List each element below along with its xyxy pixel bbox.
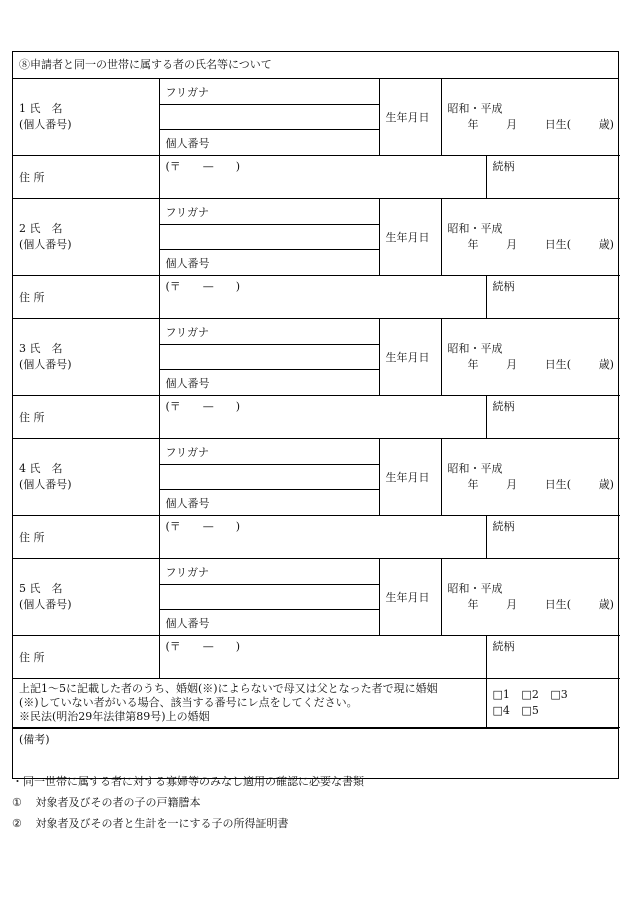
year-label: 年 [467,238,479,251]
name-field[interactable] [159,465,379,490]
birth-date-field[interactable] [441,439,620,516]
kojin-bango-label: 個人番号 [165,136,210,150]
footer-notes [12,771,612,834]
relation-field[interactable] [486,276,620,319]
footer-item-1 [12,792,612,813]
kojin-bango-field[interactable] [159,250,379,276]
member-name-label-line2: (個人番号) [19,238,72,251]
furigana-field[interactable] [159,199,379,225]
age-label: 歳) [598,238,614,251]
era-label: 昭和・平成 [447,582,503,595]
day-label: 日生( [544,118,572,131]
kojin-bango-field[interactable] [159,130,379,156]
household-members-form [12,51,619,779]
member-name-label-line2: (個人番号) [19,478,72,491]
name-field[interactable] [159,225,379,250]
relation-label: 続柄 [492,160,515,173]
footer-item-text: 対象者及びその者の子の戸籍謄本 [35,796,201,809]
birth-label-cell [379,199,441,276]
name-field[interactable] [159,585,379,610]
year-label: 年 [467,118,479,131]
month-label: 月 [506,598,518,611]
member-name-label [13,439,159,516]
furigana-label: フリガナ [165,205,209,219]
relation-field[interactable] [486,396,620,439]
member-name-label-line2: (個人番号) [19,598,72,611]
member-address-row [13,636,620,679]
month-label: 月 [506,358,518,371]
note-line2: (※)していない者がいる場合、該当する番号にレ点をしてください。 [19,696,358,709]
member-name-label-line1: 4 氏 名 [19,462,63,475]
member-furigana-row [13,319,620,345]
birth-label: 生年月日 [385,351,430,364]
birth-label-cell [379,319,441,396]
kojin-bango-label: 個人番号 [165,376,210,390]
note-line1: 上記1～5に記載した者のうち、婚姻(※)によらないで母又は父となった者で現に婚姻 [19,682,438,695]
relation-label: 続柄 [492,400,515,413]
month-label: 月 [506,118,518,131]
member-address-row [13,156,620,199]
section-title: ⑧申請者と同一の世帯に属する者の氏名等について [13,52,618,79]
month-label: 月 [506,238,518,251]
address-label: 住 所 [19,291,45,304]
era-label: 昭和・平成 [447,462,503,475]
year-label: 年 [467,598,479,611]
checkbox-1[interactable]: □1 [492,688,510,701]
member-address-row [13,276,620,319]
furigana-field[interactable] [159,79,379,105]
member-name-label-line2: (個人番号) [19,358,72,371]
address-label-cell [13,396,159,439]
footer-heading: ・同一世帯に属する者に対する寡婦等のみなし適用の確認に必要な書類 [12,775,364,788]
note-line3: ※民法(明治29年法律第89号)上の婚姻 [19,710,210,723]
member-name-label-line1: 1 氏 名 [19,102,63,115]
furigana-label: フリガナ [165,325,209,339]
furigana-label: フリガナ [165,565,209,579]
note-row [13,679,620,728]
month-label: 月 [506,478,518,491]
address-label: 住 所 [19,651,45,664]
relation-label: 続柄 [492,280,515,293]
birth-date-field[interactable] [441,319,620,396]
address-field[interactable] [159,276,486,319]
name-field[interactable] [159,105,379,130]
remarks-label: (備考) [19,733,50,746]
member-furigana-row [13,439,620,465]
checkbox-cell [486,679,620,728]
era-label: 昭和・平成 [447,222,503,235]
furigana-label: フリガナ [165,445,209,459]
address-label: 住 所 [19,531,45,544]
member-name-label [13,79,159,156]
address-label-cell [13,636,159,679]
furigana-label: フリガナ [165,85,209,99]
note-text-cell [13,679,486,728]
relation-label: 続柄 [492,520,515,533]
day-label: 日生( [544,478,572,491]
day-label: 日生( [544,598,572,611]
postal-code-label: (〒 — ) [165,640,241,653]
relation-field[interactable] [486,156,620,199]
relation-label: 続柄 [492,640,515,653]
postal-code-label: (〒 — ) [165,520,241,533]
member-furigana-row [13,559,620,585]
kojin-bango-label: 個人番号 [165,616,210,630]
name-field[interactable] [159,345,379,370]
year-label: 年 [467,478,479,491]
kojin-bango-field[interactable] [159,370,379,396]
birth-label: 生年月日 [385,591,430,604]
birth-label: 生年月日 [385,471,430,484]
address-field[interactable] [159,516,486,559]
era-label: 昭和・平成 [447,342,503,355]
checkbox-2[interactable]: □2 [521,688,539,701]
furigana-field[interactable] [159,319,379,345]
member-address-row [13,396,620,439]
kojin-bango-label: 個人番号 [165,256,210,270]
checkbox-4[interactable]: □4 [492,704,510,717]
checkbox-5[interactable]: □5 [521,704,539,717]
birth-date-field[interactable] [441,79,620,156]
furigana-field[interactable] [159,559,379,585]
address-label-cell [13,156,159,199]
birth-date-field[interactable] [441,199,620,276]
age-label: 歳) [598,358,614,371]
birth-label: 生年月日 [385,111,430,124]
postal-code-label: (〒 — ) [165,160,241,173]
footer-item-number: ② [12,817,22,830]
birth-label: 生年月日 [385,231,430,244]
postal-code-label: (〒 — ) [165,280,241,293]
address-field[interactable] [159,636,486,679]
address-label-cell [13,276,159,319]
member-name-label [13,559,159,636]
birth-date-field[interactable] [441,559,620,636]
member-furigana-row [13,199,620,225]
checkbox-3[interactable]: □3 [550,688,568,701]
birth-label-cell [379,559,441,636]
address-field[interactable] [159,156,486,199]
footer-item-number: ① [12,796,22,809]
member-name-label [13,319,159,396]
address-label: 住 所 [19,171,45,184]
relation-field[interactable] [486,516,620,559]
footer-item-2 [12,813,612,834]
age-label: 歳) [598,118,614,131]
member-name-label-line1: 2 氏 名 [19,222,63,235]
day-label: 日生( [544,358,572,371]
footer-item-text: 対象者及びその者と生計を一にする子の所得証明書 [35,817,289,830]
birth-label-cell [379,79,441,156]
furigana-field[interactable] [159,439,379,465]
member-name-label-line1: 5 氏 名 [19,582,63,595]
kojin-bango-field[interactable] [159,610,379,636]
address-label-cell [13,516,159,559]
kojin-bango-field[interactable] [159,490,379,516]
era-label: 昭和・平成 [447,102,503,115]
age-label: 歳) [598,478,614,491]
birth-label-cell [379,439,441,516]
member-name-label-line1: 3 氏 名 [19,342,63,355]
age-label: 歳) [598,598,614,611]
kojin-bango-label: 個人番号 [165,496,210,510]
address-label: 住 所 [19,411,45,424]
members-table [13,79,620,728]
member-name-label-line2: (個人番号) [19,118,72,131]
year-label: 年 [467,358,479,371]
day-label: 日生( [544,238,572,251]
postal-code-label: (〒 — ) [165,400,241,413]
relation-field[interactable] [486,636,620,679]
member-address-row [13,516,620,559]
member-name-label [13,199,159,276]
member-furigana-row [13,79,620,105]
address-field[interactable] [159,396,486,439]
